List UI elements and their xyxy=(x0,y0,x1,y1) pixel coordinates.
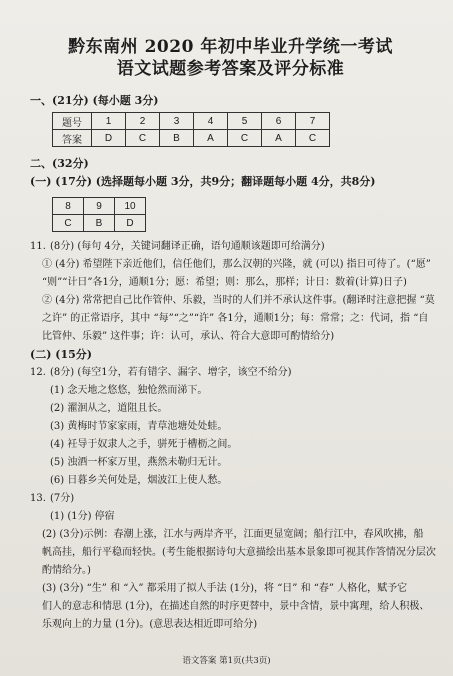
table-cell: 答案 xyxy=(53,130,92,147)
q12-line: (2) 濯洄从之，道阻且长。 xyxy=(50,403,168,414)
table-cell: 6 xyxy=(262,113,296,130)
q11-line: “则”“计日”各1分，通顺1分；愿：希望；则：那么，那样；计日：数着(计算)日子) xyxy=(42,277,407,288)
part2-sub1-heading: (一) (17分) (选择题每小题 3分，共9分；翻译题每小题 4分，共8分) xyxy=(30,175,376,188)
table-cell: 3 xyxy=(160,113,194,130)
answer-table-2 xyxy=(52,197,146,232)
table-cell: B xyxy=(160,130,194,147)
part2-sub2-heading: (二) (15分) xyxy=(30,348,92,361)
q12-line xyxy=(30,364,431,382)
q12-line: (4) 衽导于奴隶人之手，骈死于槽枥之间。 xyxy=(50,439,238,450)
table-cell: A xyxy=(194,130,228,147)
q13-text: (7分) xyxy=(50,493,75,504)
q11-line: 之许” 的正常语序，其中 “每”“之”“许” 各1分，通顺1分；每：常常；之：代词，指 “自 xyxy=(42,313,429,324)
table-cell: 10 xyxy=(115,198,146,215)
table-cell: 题号 xyxy=(53,113,92,130)
table-cell: D xyxy=(92,130,126,147)
table-cell: 9 xyxy=(84,198,115,215)
q11-line xyxy=(30,238,431,256)
table-row xyxy=(53,130,330,147)
q13-line: (2) (3分)示例：春潮上涨，江水与两岸齐平，江面更显宽阔；船行江中，春风吹拂，船 xyxy=(42,529,424,540)
q12-line: (3) 黄梅时节家家雨，青草池塘处处蛙。 xyxy=(50,421,228,432)
table-cell: 8 xyxy=(53,198,84,215)
q13-line: 们人的意志和情思 (1分)，在描述自然的时序更替中，景中含情，景中寓理，给人积极、 xyxy=(42,601,430,612)
q12-line: (1) 念天地之悠悠，独怆然而涕下。 xyxy=(50,385,208,396)
answer-table-1 xyxy=(52,112,330,147)
q12-line: (6) 日暮乡关何处是，烟波江上使人愁。 xyxy=(50,475,228,486)
table-cell: 5 xyxy=(228,113,262,130)
q12-text: (8分) (每空1分，若有错字、漏字、增字，该空不给分) xyxy=(50,367,292,378)
part2-heading: 二、(32分) xyxy=(30,157,89,170)
q11-line: ① (4分) 希望陛下亲近他们，信任他们，那么汉朝的兴隆，就 (可以) 指日可待了。(“愿” xyxy=(42,259,431,270)
q11-line: 比管仲、乐毅” 这件事；许：认可，承认、符合大意即可酌情给分) xyxy=(42,331,335,342)
table-cell: D xyxy=(115,215,146,232)
q13-line: (1) (1分) 停宿 xyxy=(50,511,115,522)
table-cell: 7 xyxy=(296,113,330,130)
question-number: 11. xyxy=(30,241,46,252)
q12-line: (5) 浊酒一杯家万里，燕然未勒归无计。 xyxy=(50,457,228,468)
table-row xyxy=(53,215,146,232)
table-row xyxy=(53,113,330,130)
table-cell: C xyxy=(53,215,84,232)
page-subtitle: 语文试题参考答案及评分标准 xyxy=(116,59,345,79)
q13-line: 酌情给分。) xyxy=(42,565,91,576)
q11-line: ② (4分) 常常把自己比作管仲、乐毅，当时的人们并不承认这件事。(翻译时注意把握 “莫 xyxy=(42,295,435,306)
q13-line: 乐观向上的力量 (1分)。(意思表达相近即可给分) xyxy=(42,619,258,630)
part1-heading: 一、(21分) (每小题 3分) xyxy=(30,94,159,107)
q13-line: 帆高挂，船行平稳而轻快。(考生能根据诗句大意描绘出基本景象即可视其作答情况分层次 xyxy=(42,547,436,558)
q13-line: (3) (3分) “生” 和 “入” 都采用了拟人手法 (1分)，将 “日” 和 “春” 人格化，赋予它 xyxy=(42,583,408,594)
page-title: 黔东南州 2020 年初中毕业升学统一考试 xyxy=(68,37,393,57)
table-cell: A xyxy=(262,130,296,147)
question-number: 12. xyxy=(30,367,46,378)
table-row xyxy=(53,198,146,215)
table-cell: C xyxy=(296,130,330,147)
table-cell: 2 xyxy=(126,113,160,130)
table-cell: 1 xyxy=(92,113,126,130)
q13-line xyxy=(30,490,431,508)
table-cell: B xyxy=(84,215,115,232)
table-cell: C xyxy=(126,130,160,147)
table-cell: 4 xyxy=(194,113,228,130)
page-footer: 语文答案 第1页(共3页) xyxy=(182,656,271,666)
question-number: 13. xyxy=(30,493,46,504)
q11-text: (8分) (每句 4分，关键词翻译正确，语句通顺该题即可给满分) xyxy=(50,241,325,252)
table-cell: C xyxy=(228,130,262,147)
